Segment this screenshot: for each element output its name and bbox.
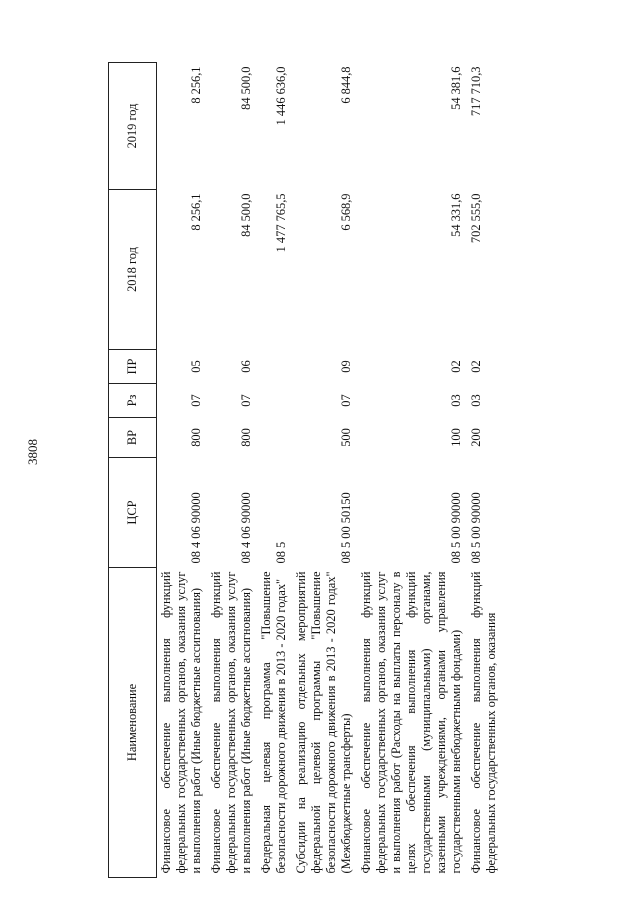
row-name: Субсидии на реализацию отдельных мероприятий федеральной целевой программы "Повышение безопасности дорожного движения в 2013 - 2020 годах" (Межбюджетные трансферты): [294, 571, 353, 874]
row-rz: 07: [189, 394, 203, 407]
row-pr: 02: [469, 360, 483, 373]
table-header-row: [109, 63, 157, 878]
rotated-page-content: [108, 63, 608, 878]
row-rz: [257, 384, 292, 418]
row-pr: [257, 350, 292, 384]
row-name: Финансовое обеспечение выполнения функций федеральных государственных органов, оказания: [469, 571, 498, 874]
budget-table: [108, 62, 502, 878]
row-csr: 08 4 06 90000: [189, 492, 203, 564]
header-csr: ЦСР: [109, 458, 157, 568]
table-row: [357, 63, 467, 878]
header-pr: ПР: [109, 350, 157, 384]
header-vr: ВР: [109, 418, 157, 458]
header-rz: Рз: [109, 384, 157, 418]
row-2018: 6 568,9: [339, 193, 353, 231]
row-csr: 08 5 00 90000: [469, 492, 483, 564]
row-csr: 08 5 00 90000: [449, 492, 463, 564]
row-name: Федеральная целевая программа "Повышение безопасности дорожного движения в 2013 - 2020 годах": [259, 571, 288, 874]
row-pr: 02: [449, 360, 463, 373]
table-row: [207, 63, 257, 878]
header-name: Наименование: [109, 568, 157, 878]
row-2019: 84 500,0: [239, 66, 253, 110]
page-number: 3808: [25, 439, 40, 465]
row-2019: 717 710,3: [469, 66, 483, 117]
table-row: [292, 63, 357, 878]
row-2019: 6 844,8: [339, 66, 353, 104]
table-row: [157, 63, 208, 878]
row-rz: 03: [469, 394, 483, 407]
row-2019: 1 446 636,0: [274, 66, 288, 126]
row-2018: 54 331,6: [449, 193, 463, 237]
row-csr: 08 5 00 50150: [339, 492, 353, 564]
row-csr: 08 4 06 90000: [239, 492, 253, 564]
row-2018: 8 256,1: [189, 193, 203, 231]
row-2018: 84 500,0: [239, 193, 253, 237]
row-2018: 1 477 765,5: [274, 193, 288, 253]
row-rz: 07: [239, 394, 253, 407]
row-name: Финансовое обеспечение выполнения функций федеральных государственных органов, оказания услуг и выполнения работ (Иные бюджетные ассигнования): [209, 571, 253, 874]
row-vr: 200: [469, 428, 483, 447]
row-csr: 08 5: [274, 541, 288, 564]
row-name: Финансовое обеспечение выполнения функций федеральных государственных органов, оказания услуг и выполнения работ (Иные бюджетные ассигнования): [159, 571, 203, 874]
row-rz: 07: [339, 394, 353, 407]
row-vr: [257, 418, 292, 458]
row-2018: 702 555,0: [469, 193, 483, 244]
row-pr: 05: [189, 360, 203, 373]
row-2019: 8 256,1: [189, 66, 203, 104]
header-2018: 2018 год: [109, 190, 157, 350]
row-2019: 54 381,6: [449, 66, 463, 110]
table-row: [467, 63, 502, 878]
header-2019: 2019 год: [109, 63, 157, 190]
row-vr: 100: [449, 428, 463, 447]
row-rz: 03: [449, 394, 463, 407]
row-vr: 800: [189, 428, 203, 447]
row-pr: 09: [339, 360, 353, 373]
row-vr: 800: [239, 428, 253, 447]
table-row: [257, 63, 292, 878]
row-name: Финансовое обеспечение выполнения функций федеральных государственных органов, оказания услуг и выполнения работ (Расходы на выплаты персоналу в целях обеспечения выполнения функций государственными (муниципальными) органами, казенными учреждениями, органами управления государственными внебюджетными фондами): [359, 571, 463, 874]
row-vr: 500: [339, 428, 353, 447]
row-pr: 06: [239, 360, 253, 373]
